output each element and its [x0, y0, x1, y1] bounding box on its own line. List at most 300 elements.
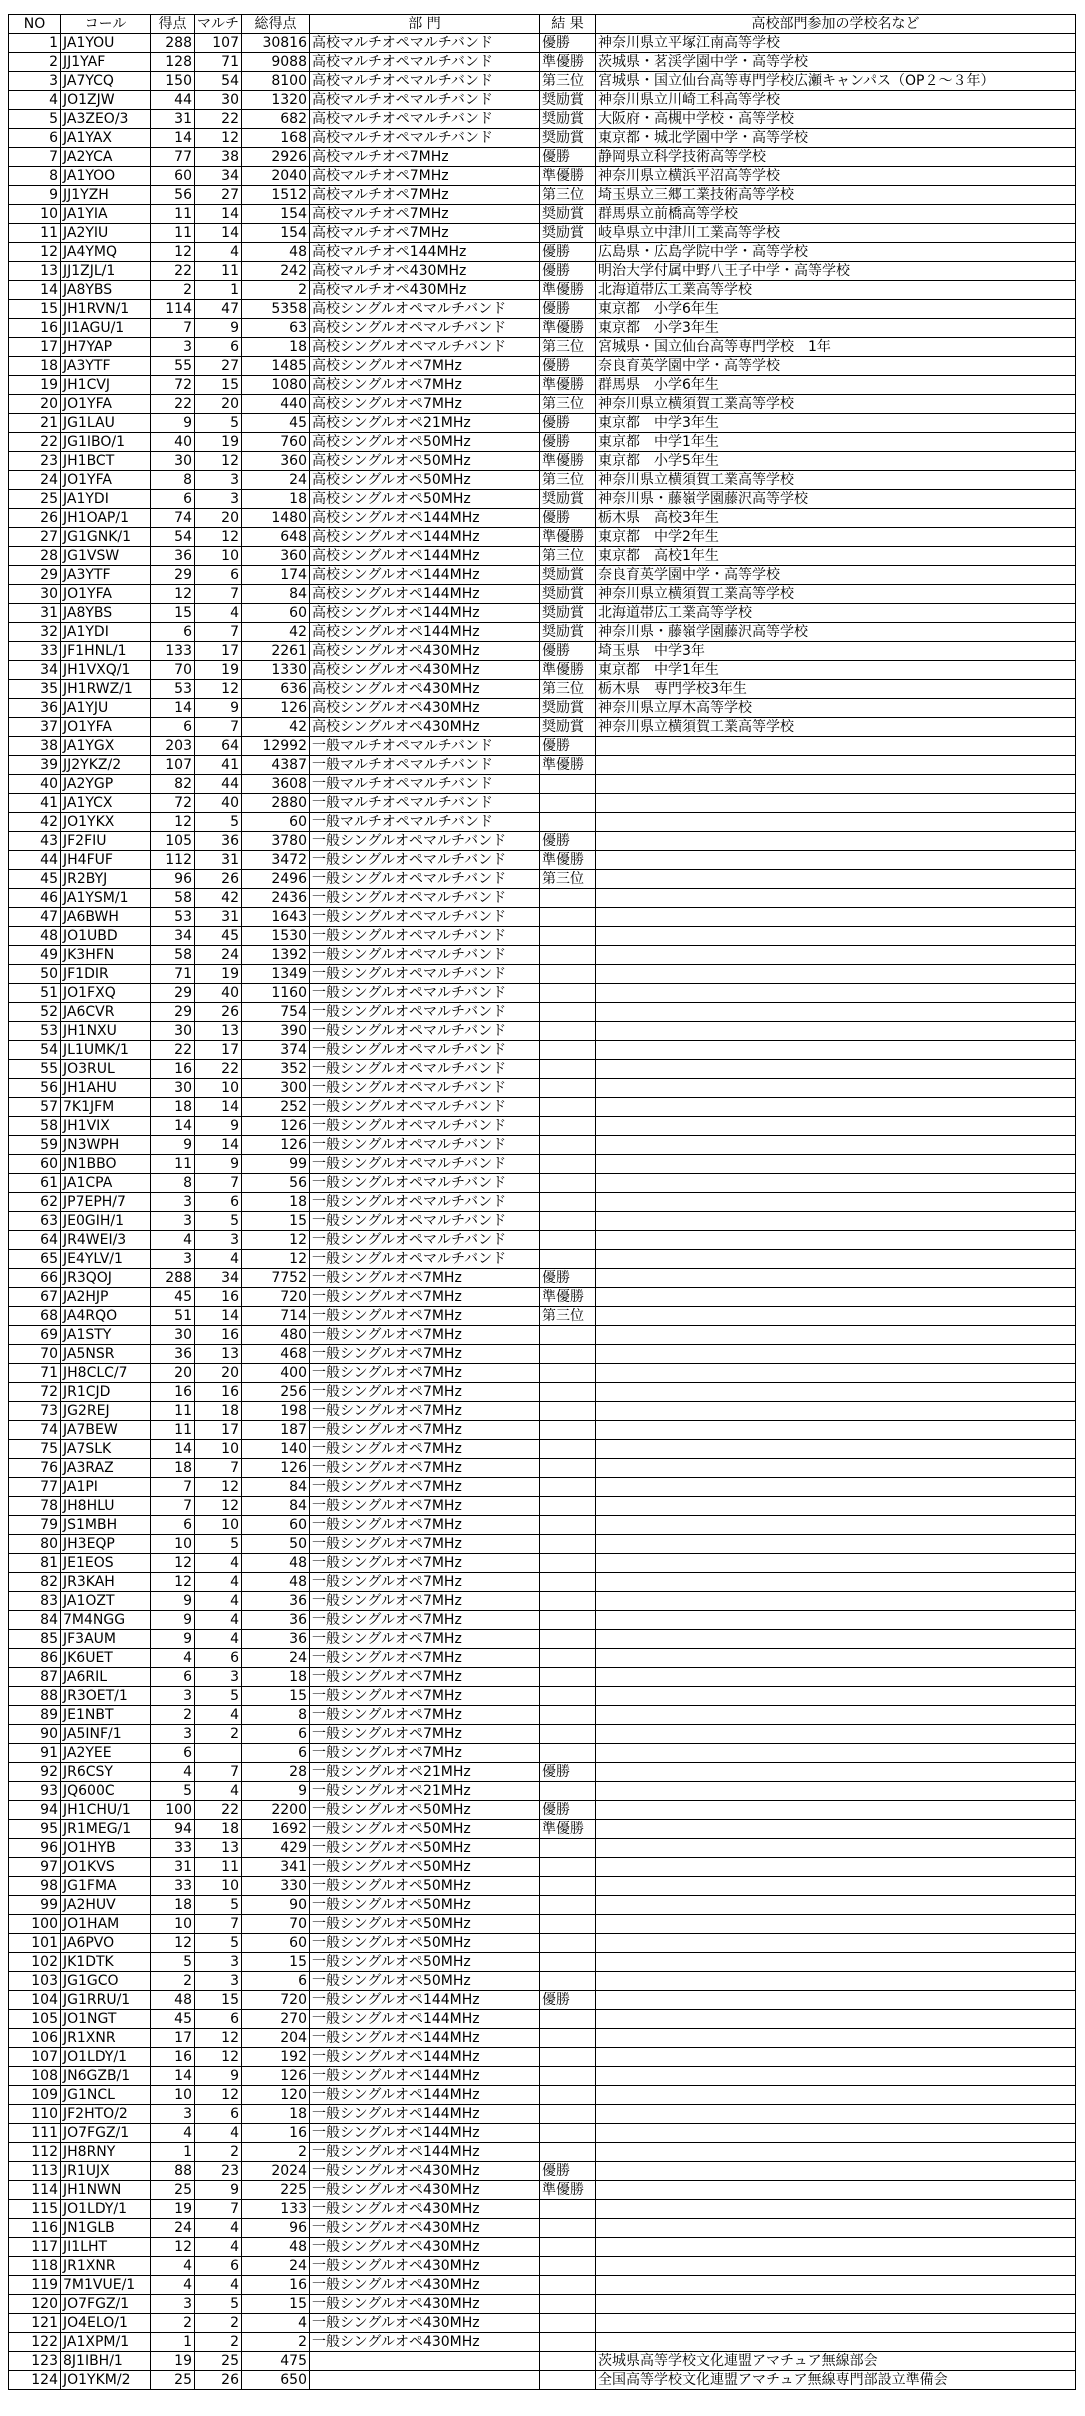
- score: 30: [151, 1022, 195, 1041]
- row-number: 4: [9, 91, 61, 110]
- score: 14: [151, 699, 195, 718]
- score: 36: [151, 1345, 195, 1364]
- call-sign: JH1CHU/1: [61, 1801, 151, 1820]
- department: 高校シングルオペ144MHz: [310, 566, 540, 585]
- table-row: [9, 2257, 1076, 2276]
- table-row: [9, 1459, 1076, 1478]
- score: 9: [151, 1592, 195, 1611]
- total-score: 1320: [242, 91, 310, 110]
- multiplier: 41: [195, 756, 242, 775]
- department: 一般マルチオペマルチバンド: [310, 737, 540, 756]
- department: 一般シングルオペ7MHz: [310, 1592, 540, 1611]
- table-row: [9, 1896, 1076, 1915]
- department: 一般シングルオペ7MHz: [310, 1630, 540, 1649]
- score: 5: [151, 1782, 195, 1801]
- school-name: [596, 1725, 1076, 1744]
- school-name: [596, 1611, 1076, 1630]
- total-score: 60: [242, 604, 310, 623]
- multiplier: 14: [195, 224, 242, 243]
- table-row: [9, 2238, 1076, 2257]
- total-score: 330: [242, 1877, 310, 1896]
- multiplier: 24: [195, 946, 242, 965]
- row-number: 33: [9, 642, 61, 661]
- call-sign: JF3AUM: [61, 1630, 151, 1649]
- multiplier: 12: [195, 680, 242, 699]
- total-score: 714: [242, 1307, 310, 1326]
- total-score: 400: [242, 1364, 310, 1383]
- call-sign: JJ1YZH: [61, 186, 151, 205]
- multiplier: 4: [195, 2124, 242, 2143]
- row-number: 59: [9, 1136, 61, 1155]
- score: 45: [151, 1288, 195, 1307]
- call-sign: JE1EOS: [61, 1554, 151, 1573]
- result: 優勝: [540, 1801, 596, 1820]
- row-number: 102: [9, 1953, 61, 1972]
- school-name: [596, 1136, 1076, 1155]
- department: 一般シングルオペ7MHz: [310, 1421, 540, 1440]
- department: 一般シングルオペ7MHz: [310, 1326, 540, 1345]
- table-row: [9, 433, 1076, 452]
- row-number: 77: [9, 1478, 61, 1497]
- call-sign: JG1NCL: [61, 2086, 151, 2105]
- row-number: 17: [9, 338, 61, 357]
- total-score: 360: [242, 547, 310, 566]
- call-sign: JA3YTF: [61, 357, 151, 376]
- multiplier: 7: [195, 1174, 242, 1193]
- table-row: [9, 813, 1076, 832]
- score: 60: [151, 167, 195, 186]
- score: 33: [151, 1877, 195, 1896]
- department: 高校マルチオペ430MHz: [310, 262, 540, 281]
- row-number: 97: [9, 1858, 61, 1877]
- score: 12: [151, 2238, 195, 2257]
- result: 準優勝: [540, 53, 596, 72]
- multiplier: 4: [195, 2276, 242, 2295]
- row-number: 121: [9, 2314, 61, 2333]
- score: 11: [151, 1421, 195, 1440]
- score: 9: [151, 1611, 195, 1630]
- call-sign: JH1NXU: [61, 1022, 151, 1041]
- multiplier: 7: [195, 718, 242, 737]
- row-number: 54: [9, 1041, 61, 1060]
- score: 203: [151, 737, 195, 756]
- call-sign: JO1YFA: [61, 718, 151, 737]
- call-sign: JH1CVJ: [61, 376, 151, 395]
- department: 一般シングルオペマルチバンド: [310, 1060, 540, 1079]
- call-sign: JR2BYJ: [61, 870, 151, 889]
- total-score: 682: [242, 110, 310, 129]
- header-result: 結 果: [540, 15, 596, 34]
- row-number: 91: [9, 1744, 61, 1763]
- multiplier: 6: [195, 338, 242, 357]
- result: [540, 1877, 596, 1896]
- row-number: 95: [9, 1820, 61, 1839]
- table-row: [9, 319, 1076, 338]
- result: 奨励賞: [540, 110, 596, 129]
- header-call: コール: [61, 15, 151, 34]
- result: [540, 2276, 596, 2295]
- school-name: [596, 927, 1076, 946]
- row-number: 3: [9, 72, 61, 91]
- call-sign: JA3YTF: [61, 566, 151, 585]
- school-name: [596, 1858, 1076, 1877]
- result: [540, 946, 596, 965]
- row-number: 94: [9, 1801, 61, 1820]
- call-sign: JA1YOU: [61, 34, 151, 53]
- row-number: 50: [9, 965, 61, 984]
- school-name: [596, 2010, 1076, 2029]
- multiplier: 30: [195, 91, 242, 110]
- department: 一般シングルオペマルチバンド: [310, 1079, 540, 1098]
- call-sign: JN3WPH: [61, 1136, 151, 1155]
- result: [540, 2143, 596, 2162]
- school-name: [596, 775, 1076, 794]
- table-row: [9, 661, 1076, 680]
- call-sign: JA1YGX: [61, 737, 151, 756]
- multiplier: 6: [195, 2105, 242, 2124]
- score: 22: [151, 262, 195, 281]
- score: 74: [151, 509, 195, 528]
- call-sign: JI1LHT: [61, 2238, 151, 2257]
- call-sign: JR4WEI/3: [61, 1231, 151, 1250]
- score: 4: [151, 1649, 195, 1668]
- table-row: [9, 1554, 1076, 1573]
- call-sign: JH7YAP: [61, 338, 151, 357]
- row-number: 115: [9, 2200, 61, 2219]
- call-sign: JO4ELO/1: [61, 2314, 151, 2333]
- score: 5: [151, 1953, 195, 1972]
- result: [540, 1478, 596, 1497]
- table-row: [9, 414, 1076, 433]
- school-name: [596, 1991, 1076, 2010]
- score: 72: [151, 794, 195, 813]
- result: 準優勝: [540, 851, 596, 870]
- department: 一般シングルオペ430MHz: [310, 2219, 540, 2238]
- row-number: 12: [9, 243, 61, 262]
- total-score: 2880: [242, 794, 310, 813]
- call-sign: JR1XNR: [61, 2257, 151, 2276]
- score: 11: [151, 1402, 195, 1421]
- call-sign: JA6BWH: [61, 908, 151, 927]
- table-row: [9, 1079, 1076, 1098]
- score: 2: [151, 281, 195, 300]
- school-name: 神奈川県立厚木高等学校: [596, 699, 1076, 718]
- school-name: 神奈川県立横浜平沼高等学校: [596, 167, 1076, 186]
- result: [540, 2371, 596, 2390]
- school-name: 東京都 高校1年生: [596, 547, 1076, 566]
- multiplier: 9: [195, 1117, 242, 1136]
- department: 高校シングルオペ144MHz: [310, 585, 540, 604]
- row-number: 9: [9, 186, 61, 205]
- department: 一般シングルオペ430MHz: [310, 2200, 540, 2219]
- score: 105: [151, 832, 195, 851]
- score: 112: [151, 851, 195, 870]
- school-name: [596, 1972, 1076, 1991]
- result: [540, 1725, 596, 1744]
- result: [540, 1953, 596, 1972]
- total-score: 168: [242, 129, 310, 148]
- school-name: [596, 1497, 1076, 1516]
- row-number: 46: [9, 889, 61, 908]
- score: 7: [151, 1478, 195, 1497]
- total-score: 352: [242, 1060, 310, 1079]
- score: 16: [151, 2048, 195, 2067]
- department: 高校シングルオペ50MHz: [310, 452, 540, 471]
- table-row: [9, 2295, 1076, 2314]
- school-name: 宮城県・国立仙台高等専門学校 1年: [596, 338, 1076, 357]
- call-sign: JA2YIU: [61, 224, 151, 243]
- row-number: 70: [9, 1345, 61, 1364]
- total-score: 1530: [242, 927, 310, 946]
- school-name: 神奈川県立横須賀工業高等学校: [596, 471, 1076, 490]
- multiplier: 7: [195, 1915, 242, 1934]
- score: 77: [151, 148, 195, 167]
- multiplier: 107: [195, 34, 242, 53]
- department: 一般シングルオペマルチバンド: [310, 946, 540, 965]
- result: 第三位: [540, 395, 596, 414]
- call-sign: JG1FMA: [61, 1877, 151, 1896]
- score: 54: [151, 528, 195, 547]
- total-score: 754: [242, 1003, 310, 1022]
- multiplier: 4: [195, 1250, 242, 1269]
- row-number: 21: [9, 414, 61, 433]
- row-number: 25: [9, 490, 61, 509]
- department: 高校シングルオペ50MHz: [310, 471, 540, 490]
- school-name: 神奈川県立横須賀工業高等学校: [596, 585, 1076, 604]
- call-sign: JR3KAH: [61, 1573, 151, 1592]
- department: 一般シングルオペ7MHz: [310, 1706, 540, 1725]
- school-name: [596, 1896, 1076, 1915]
- result: [540, 1098, 596, 1117]
- call-sign: JH1AHU: [61, 1079, 151, 1098]
- department: 一般シングルオペ50MHz: [310, 1915, 540, 1934]
- row-number: 117: [9, 2238, 61, 2257]
- total-score: 84: [242, 1478, 310, 1497]
- department: 一般シングルオペ7MHz: [310, 1497, 540, 1516]
- call-sign: JA5INF/1: [61, 1725, 151, 1744]
- call-sign: JF2FIU: [61, 832, 151, 851]
- total-score: 42: [242, 623, 310, 642]
- department: 一般シングルオペ7MHz: [310, 1269, 540, 1288]
- department: 一般シングルオペマルチバンド: [310, 1022, 540, 1041]
- call-sign: JA1YDI: [61, 623, 151, 642]
- school-name: [596, 737, 1076, 756]
- row-number: 52: [9, 1003, 61, 1022]
- department: 一般シングルオペ144MHz: [310, 2086, 540, 2105]
- multiplier: 17: [195, 1041, 242, 1060]
- row-number: 26: [9, 509, 61, 528]
- school-name: 全国高等学校文化連盟アマチュア無線専門部設立準備会: [596, 2371, 1076, 2390]
- total-score: 16: [242, 2124, 310, 2143]
- department: 高校マルチオペマルチバンド: [310, 110, 540, 129]
- result: 奨励賞: [540, 699, 596, 718]
- table-row: [9, 604, 1076, 623]
- call-sign: JA1YJU: [61, 699, 151, 718]
- school-name: [596, 2333, 1076, 2352]
- total-score: 204: [242, 2029, 310, 2048]
- score: 114: [151, 300, 195, 319]
- result: 準優勝: [540, 2181, 596, 2200]
- call-sign: JO3RUL: [61, 1060, 151, 1079]
- score: 82: [151, 775, 195, 794]
- multiplier: 34: [195, 1269, 242, 1288]
- school-name: [596, 965, 1076, 984]
- call-sign: JO1UBD: [61, 927, 151, 946]
- call-sign: JA1YDI: [61, 490, 151, 509]
- score: 22: [151, 395, 195, 414]
- row-number: 69: [9, 1326, 61, 1345]
- total-score: 45: [242, 414, 310, 433]
- table-row: [9, 2124, 1076, 2143]
- total-score: 187: [242, 1421, 310, 1440]
- result: 奨励賞: [540, 129, 596, 148]
- score: 3: [151, 1193, 195, 1212]
- call-sign: JO1LDY/1: [61, 2200, 151, 2219]
- result: 優勝: [540, 300, 596, 319]
- call-sign: JO7FGZ/1: [61, 2295, 151, 2314]
- total-score: 198: [242, 1402, 310, 1421]
- score: 4: [151, 2276, 195, 2295]
- multiplier: 4: [195, 1630, 242, 1649]
- result: [540, 1174, 596, 1193]
- school-name: [596, 1307, 1076, 1326]
- call-sign: 7M1VUE/1: [61, 2276, 151, 2295]
- multiplier: 5: [195, 1687, 242, 1706]
- department: 一般マルチオペマルチバンド: [310, 756, 540, 775]
- department: 高校シングルオペ7MHz: [310, 357, 540, 376]
- result: 奨励賞: [540, 718, 596, 737]
- result: 第三位: [540, 186, 596, 205]
- multiplier: 19: [195, 661, 242, 680]
- row-number: 13: [9, 262, 61, 281]
- table-row: [9, 1687, 1076, 1706]
- total-score: 3780: [242, 832, 310, 851]
- result: [540, 1345, 596, 1364]
- total-score: 1480: [242, 509, 310, 528]
- school-name: 静岡県立科学技術高等学校: [596, 148, 1076, 167]
- total-score: 300: [242, 1079, 310, 1098]
- table-row: [9, 2029, 1076, 2048]
- total-score: 120: [242, 2086, 310, 2105]
- result: 優勝: [540, 1763, 596, 1782]
- multiplier: 44: [195, 775, 242, 794]
- result: [540, 1535, 596, 1554]
- multiplier: 6: [195, 2257, 242, 2276]
- score: 3: [151, 1687, 195, 1706]
- total-score: 126: [242, 1117, 310, 1136]
- result: [540, 1497, 596, 1516]
- multiplier: 26: [195, 2371, 242, 2390]
- row-number: 79: [9, 1516, 61, 1535]
- school-name: [596, 2105, 1076, 2124]
- multiplier: 3: [195, 1972, 242, 1991]
- row-number: 90: [9, 1725, 61, 1744]
- call-sign: JH1NWN: [61, 2181, 151, 2200]
- multiplier: 54: [195, 72, 242, 91]
- row-number: 123: [9, 2352, 61, 2371]
- multiplier: 27: [195, 186, 242, 205]
- result: [540, 1915, 596, 1934]
- table-row: [9, 1858, 1076, 1877]
- school-name: 神奈川県立横須賀工業高等学校: [596, 395, 1076, 414]
- school-name: [596, 1041, 1076, 1060]
- call-sign: JK6UET: [61, 1649, 151, 1668]
- result: 奨励賞: [540, 623, 596, 642]
- department: 高校マルチオペマルチバンド: [310, 91, 540, 110]
- table-row: [9, 832, 1076, 851]
- total-score: 1330: [242, 661, 310, 680]
- department: 高校シングルオペ430MHz: [310, 642, 540, 661]
- header-multi: マルチ: [195, 15, 242, 34]
- score: 7: [151, 1497, 195, 1516]
- total-score: 48: [242, 243, 310, 262]
- call-sign: JF1DIR: [61, 965, 151, 984]
- result: [540, 1896, 596, 1915]
- row-number: 114: [9, 2181, 61, 2200]
- call-sign: JA3RAZ: [61, 1459, 151, 1478]
- department: 一般シングルオペ7MHz: [310, 1668, 540, 1687]
- total-score: 8: [242, 1706, 310, 1725]
- department: 一般シングルオペマルチバンド: [310, 870, 540, 889]
- school-name: [596, 1250, 1076, 1269]
- department: 一般シングルオペマルチバンド: [310, 927, 540, 946]
- department: 一般シングルオペマルチバンド: [310, 1212, 540, 1231]
- call-sign: JN6GZB/1: [61, 2067, 151, 2086]
- call-sign: JA1XPM/1: [61, 2333, 151, 2352]
- department: 一般シングルオペ7MHz: [310, 1611, 540, 1630]
- multiplier: 16: [195, 1383, 242, 1402]
- row-number: 92: [9, 1763, 61, 1782]
- result: [540, 2238, 596, 2257]
- table-row: [9, 2010, 1076, 2029]
- school-name: 明治大学付属中野八王子中学・高等学校: [596, 262, 1076, 281]
- call-sign: JA2YCA: [61, 148, 151, 167]
- department: 一般シングルオペマルチバンド: [310, 1136, 540, 1155]
- table-row: [9, 2276, 1076, 2295]
- table-row: [9, 2086, 1076, 2105]
- department: 一般シングルオペ50MHz: [310, 1877, 540, 1896]
- row-number: 111: [9, 2124, 61, 2143]
- table-row: [9, 1763, 1076, 1782]
- table-row: [9, 205, 1076, 224]
- table-row: [9, 2105, 1076, 2124]
- multiplier: 3: [195, 490, 242, 509]
- table-row: [9, 1402, 1076, 1421]
- total-score: 2261: [242, 642, 310, 661]
- call-sign: JA2HUV: [61, 1896, 151, 1915]
- department: 一般シングルオペ144MHz: [310, 2143, 540, 2162]
- result: [540, 1839, 596, 1858]
- department: 高校シングルオペマルチバンド: [310, 338, 540, 357]
- multiplier: 4: [195, 2219, 242, 2238]
- school-name: [596, 1003, 1076, 1022]
- result: [540, 1155, 596, 1174]
- row-number: 93: [9, 1782, 61, 1801]
- result: [540, 1326, 596, 1345]
- school-name: 栃木県 高校3年生: [596, 509, 1076, 528]
- call-sign: JN1BBO: [61, 1155, 151, 1174]
- row-number: 78: [9, 1497, 61, 1516]
- result: [540, 2333, 596, 2352]
- call-sign: JH1BCT: [61, 452, 151, 471]
- multiplier: 18: [195, 1402, 242, 1421]
- department: 一般シングルオペ50MHz: [310, 1934, 540, 1953]
- school-name: [596, 2314, 1076, 2333]
- school-name: 神奈川県・藤嶺学園藤沢高等学校: [596, 623, 1076, 642]
- result: 準優勝: [540, 319, 596, 338]
- total-score: 636: [242, 680, 310, 699]
- multiplier: 16: [195, 1288, 242, 1307]
